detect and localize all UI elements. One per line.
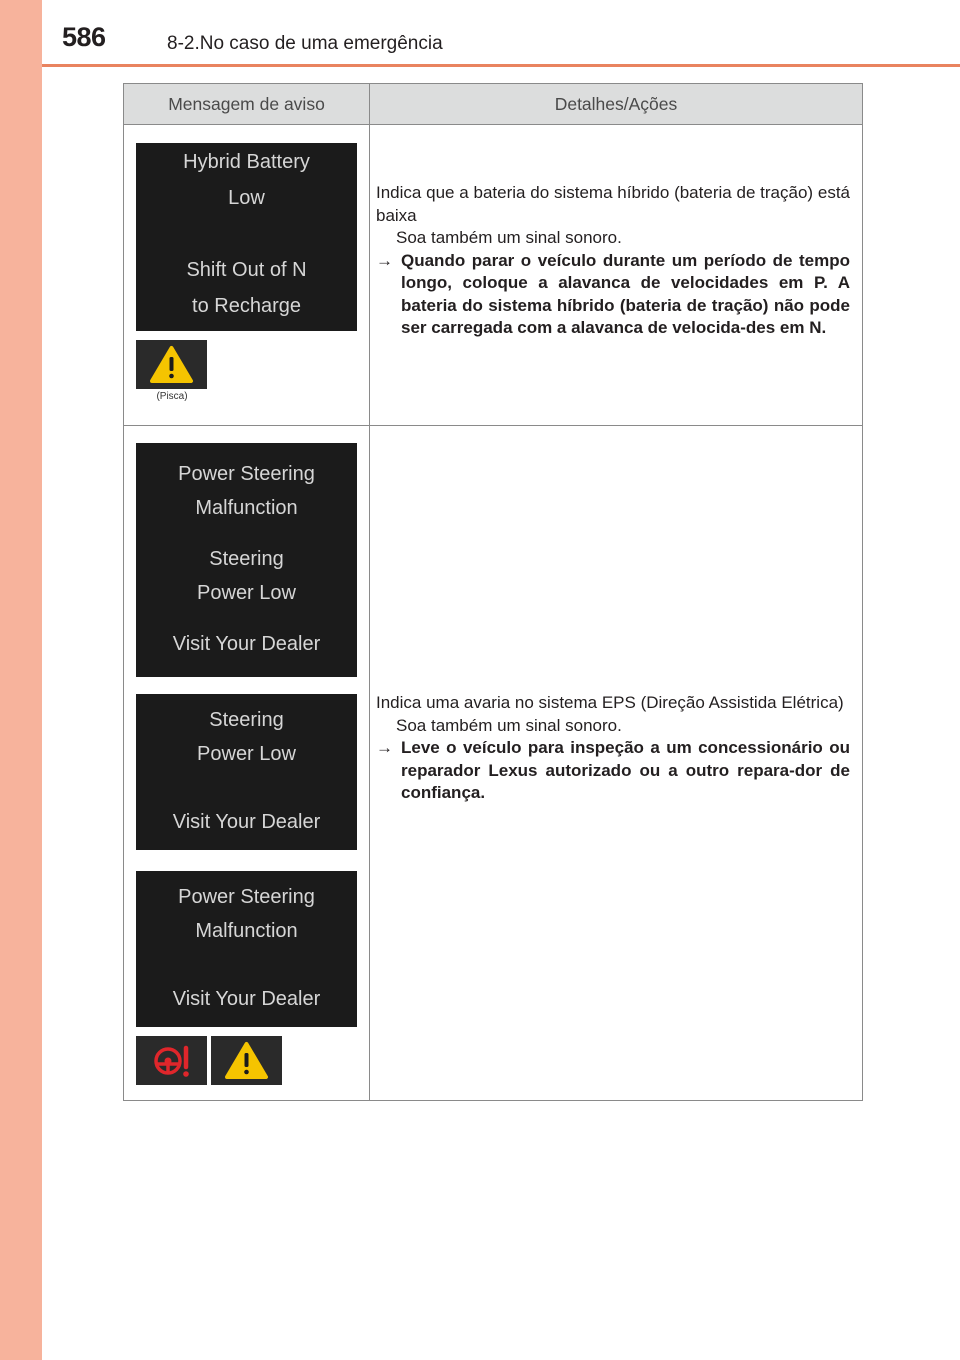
display-line: Hybrid Battery [183,151,310,173]
display-line: Steering [209,548,284,570]
display-line: Power Low [197,582,296,604]
eps-warning-icon [136,1036,207,1085]
details-sound-note: Soa também um sinal sonoro. [396,228,622,247]
display-line: Malfunction [195,920,298,942]
arrow-icon: → [376,250,393,270]
display-line: Power Steering [178,463,315,485]
display-line: Power Steering [178,886,315,908]
details-description: Indica que a bateria do sistema híbrido (bateria de tração) está baixa [376,183,850,225]
details-action [376,737,850,805]
warning-message-table [123,83,863,1101]
master-warning-icon [211,1036,282,1085]
page-number: 586 [62,22,106,52]
display-line: to Recharge [192,295,301,317]
table-header-row [124,84,862,125]
display-line: Low [228,187,265,209]
details-sound-note: Soa também um sinal sonoro. [396,715,622,735]
page-header [42,0,960,66]
details-action-text: Quando parar o veículo durante um período de tempo longo, coloque a alavanca de velocidades em P. A bateria do sistema híbrido (bateria de tração) não pode ser carregada com a alavanca de velocida-des em N. [401,250,850,337]
display-line: Visit Your Dealer [172,633,321,655]
row-divider [124,425,862,426]
details-power-steering [376,692,850,805]
details-description: Indica uma avaria no sistema EPS (Direção Assistida Elétrica) [376,693,844,712]
header-rule [42,64,960,67]
display-line: Power Low [197,743,296,765]
display-steering-power-low [136,694,357,850]
column-header-message: Mensagem de aviso [168,94,325,114]
column-header-details: Detalhes/Ações [554,94,678,114]
arrow-icon: → [376,738,393,757]
details-action [376,250,850,340]
display-power-steering-malfunction [136,871,357,1027]
section-title: 8-2.No caso de uma emergência [167,33,443,54]
blink-note: (Pisca) [156,391,188,402]
display-hybrid-battery-low [136,143,357,331]
display-line: Malfunction [195,497,298,519]
display-line: Visit Your Dealer [172,811,321,833]
master-warning-icon [136,340,207,389]
display-line: Shift Out of N [186,259,307,281]
details-action-text: Leve o veículo para inspeção a um concessionário ou reparador Lexus autorizado ou a outro repara-dor de confiança. [401,738,850,802]
side-color-strip [0,0,42,1360]
display-line: Visit Your Dealer [172,988,321,1010]
display-power-steering-malfunction-low [136,443,357,677]
column-divider [369,84,370,1100]
display-line: Steering [209,709,284,731]
details-hybrid-battery-low [376,182,850,340]
